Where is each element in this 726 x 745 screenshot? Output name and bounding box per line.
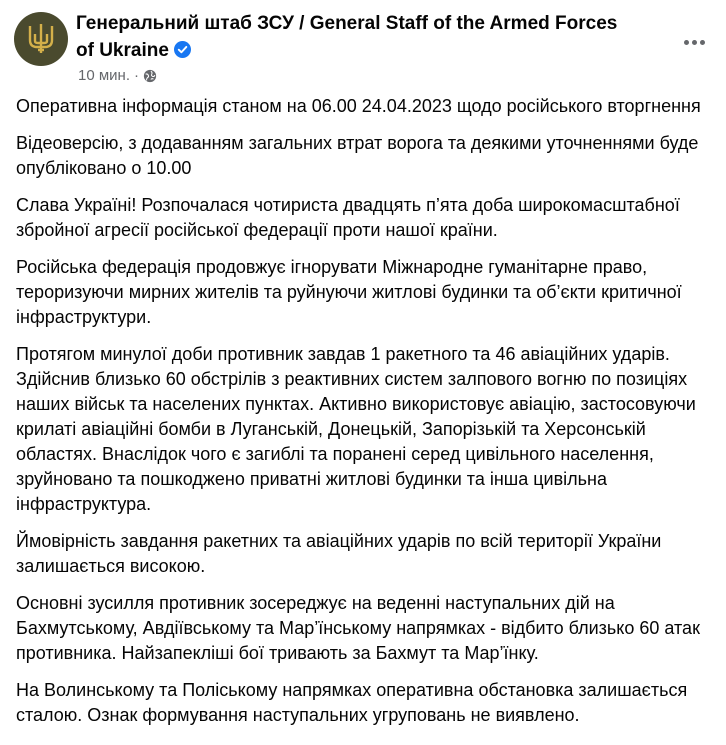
trident-emblem-icon xyxy=(26,22,56,56)
author-name: Генеральний штаб ЗСУ / General Staff of the Armed Forces of Ukraine xyxy=(76,13,618,61)
post-paragraph: Слава Україні! Розпочалася чотириста двадцять п’ята доба широкомасштабної збройної агресії російської федерації проти нашої країни. xyxy=(16,195,680,240)
post-content xyxy=(16,94,712,740)
post-paragraph: Російська федерація продовжує ігнорувати Міжнародне гуманітарне право, тероризуючи мирних жителів та руйнуючи житлові будинки та об’єкти критичної інфраструктури. xyxy=(16,257,682,327)
page-avatar[interactable] xyxy=(14,12,68,66)
post-paragraph: Оперативна інформація станом на 06.00 24.04.2023 щодо російського вторгнення xyxy=(16,96,701,116)
author-name-link[interactable] xyxy=(76,10,636,64)
author-block xyxy=(76,10,636,84)
post-paragraph: Протягом минулої доби противник завдав 1 ракетного та 46 авіаційних ударів. Здійснив близько 60 обстрілів з реактивних систем залпового вогню по позиціях наших військ та населених пунктах. Активно використовує авіацію, застосовуючи крилаті авіаційні бомби в Луганській, Донецькій, Запорізькій та Херсонській областях. Внаслідок чого є загиблі та поранені серед цивільного населення, зруйновано та пошкоджено приватні житлові будинки та інша цивільна інфраструктура. xyxy=(16,344,696,514)
more-dot xyxy=(684,40,689,45)
post-paragraph: Ймовірність завдання ракетних та авіаційних ударів по всій території України залишається високою. xyxy=(16,531,662,576)
more-dot xyxy=(700,40,705,45)
verified-badge-icon xyxy=(174,41,191,58)
post-meta xyxy=(76,67,636,84)
post-timestamp[interactable]: 10 мин. xyxy=(78,67,130,84)
post-paragraph: Основні зусилля противник зосереджує на веденні наступальних дій на Бахмутському, Авдіївському та Мар’їнському напрямках - відбито близько 60 атак противника. Найзапекліші бої тривають за Бахмут та Мар’їнку. xyxy=(16,593,700,663)
more-dot xyxy=(692,40,697,45)
post-paragraph: Відеоверсію, з додаванням загальних втрат ворога та деякими уточненнями буде опубліковано о 10.00 xyxy=(16,133,699,178)
post-header xyxy=(14,10,712,90)
more-options-button[interactable] xyxy=(676,24,712,60)
globe-icon[interactable] xyxy=(143,69,157,83)
post-paragraph: На Волинському та Поліському напрямках оперативна обстановка залишається сталою. Ознак формування наступальних угруповань не виявлено. xyxy=(16,680,688,725)
meta-separator: · xyxy=(134,67,139,84)
